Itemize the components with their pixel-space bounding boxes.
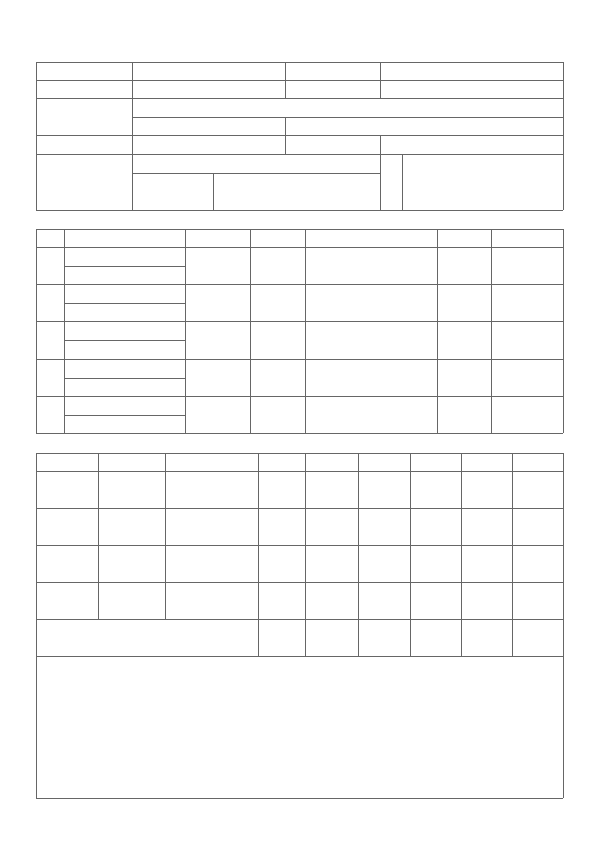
total-amount-field[interactable] (462, 620, 511, 655)
commute-cell[interactable] (513, 546, 562, 581)
family-row-number[interactable] (37, 322, 63, 358)
emergency-address-field-1[interactable] (133, 174, 212, 209)
commute-cell[interactable] (513, 583, 562, 618)
commute-cell[interactable] (306, 546, 357, 581)
family-name-field[interactable] (65, 341, 184, 358)
column-divider (563, 229, 564, 433)
address-field-1[interactable] (133, 118, 284, 134)
column-divider (305, 229, 306, 433)
table-border (36, 433, 563, 434)
emergency-relation-field[interactable] (403, 155, 562, 209)
travel-time-field[interactable] (37, 620, 257, 655)
family-row-number[interactable] (37, 248, 63, 283)
commute-cell[interactable] (359, 472, 409, 507)
commute-cell[interactable] (37, 583, 97, 618)
family-name-field[interactable] (65, 304, 184, 320)
commute-cell[interactable] (513, 472, 562, 507)
table-border (36, 396, 563, 397)
table-border (36, 210, 563, 211)
commute-cell[interactable] (99, 472, 164, 507)
commute-cell[interactable] (411, 509, 460, 544)
family-relation-field[interactable] (186, 322, 249, 358)
table-border (36, 798, 563, 799)
map-area[interactable] (37, 672, 562, 797)
commute-cell[interactable] (259, 546, 304, 581)
family-relation-field[interactable] (186, 248, 249, 283)
commute-cell[interactable] (37, 509, 97, 544)
family-relation-field[interactable] (186, 397, 249, 432)
position-field[interactable] (381, 81, 562, 97)
tel-field[interactable] (133, 136, 284, 153)
commute-cell[interactable] (411, 583, 460, 618)
family-name-field[interactable] (65, 267, 184, 283)
commute-cell[interactable] (359, 546, 409, 581)
table-border (36, 62, 37, 210)
commute-cell[interactable] (411, 546, 460, 581)
table-border (36, 247, 563, 248)
table-border (563, 656, 564, 798)
table-border (36, 229, 563, 230)
commute-cell[interactable] (37, 472, 97, 507)
table-border (36, 321, 563, 322)
column-divider (491, 229, 492, 433)
commute-cell[interactable] (259, 509, 304, 544)
commute-cell[interactable] (513, 509, 562, 544)
column-divider (285, 62, 286, 98)
commute-cell[interactable] (359, 509, 409, 544)
name-field[interactable] (133, 99, 562, 116)
family-name-field[interactable] (65, 416, 184, 432)
commute-cell[interactable] (411, 472, 460, 507)
column-divider (64, 229, 65, 433)
total-amount-field[interactable] (513, 620, 562, 655)
address-field-2[interactable] (286, 118, 562, 134)
commute-cell[interactable] (359, 583, 409, 618)
table-border (36, 453, 563, 454)
commute-cell[interactable] (306, 509, 357, 544)
commute-cell[interactable] (166, 509, 257, 544)
table-border (36, 359, 563, 360)
table-border (563, 62, 564, 210)
commute-cell[interactable] (462, 546, 511, 581)
family-row-number[interactable] (37, 285, 63, 320)
column-divider (437, 229, 438, 433)
commute-cell[interactable] (259, 583, 304, 618)
family-row-number[interactable] (37, 360, 63, 395)
emergency-address-field-2[interactable] (214, 174, 379, 209)
commute-cell[interactable] (99, 509, 164, 544)
department-field[interactable] (133, 81, 284, 97)
emergency-name-field[interactable] (133, 155, 379, 172)
total-amount-field[interactable] (306, 620, 357, 655)
commute-cell[interactable] (166, 546, 257, 581)
total-amount-field[interactable] (411, 620, 460, 655)
commute-cell[interactable] (99, 546, 164, 581)
join-date-field[interactable] (133, 63, 284, 79)
fax-field[interactable] (381, 136, 562, 153)
total-amount-field[interactable] (359, 620, 409, 655)
commute-cell[interactable] (99, 583, 164, 618)
commute-cell[interactable] (166, 472, 257, 507)
commute-cell[interactable] (259, 472, 304, 507)
commute-cell[interactable] (462, 472, 511, 507)
family-relation-field[interactable] (186, 360, 249, 395)
family-relation-field[interactable] (186, 285, 249, 320)
commute-cell[interactable] (462, 583, 511, 618)
table-border (36, 284, 563, 285)
commute-cell[interactable] (462, 509, 511, 544)
family-row-number[interactable] (37, 397, 63, 432)
commute-cell[interactable] (306, 583, 357, 618)
commute-cell[interactable] (37, 546, 97, 581)
column-divider (380, 154, 381, 210)
employee-no-field[interactable] (381, 63, 562, 79)
commute-cell[interactable] (166, 583, 257, 618)
commute-cell[interactable] (306, 472, 357, 507)
column-divider (250, 229, 251, 433)
column-divider (563, 453, 564, 656)
table-border (36, 656, 563, 657)
family-name-field[interactable] (65, 379, 184, 395)
